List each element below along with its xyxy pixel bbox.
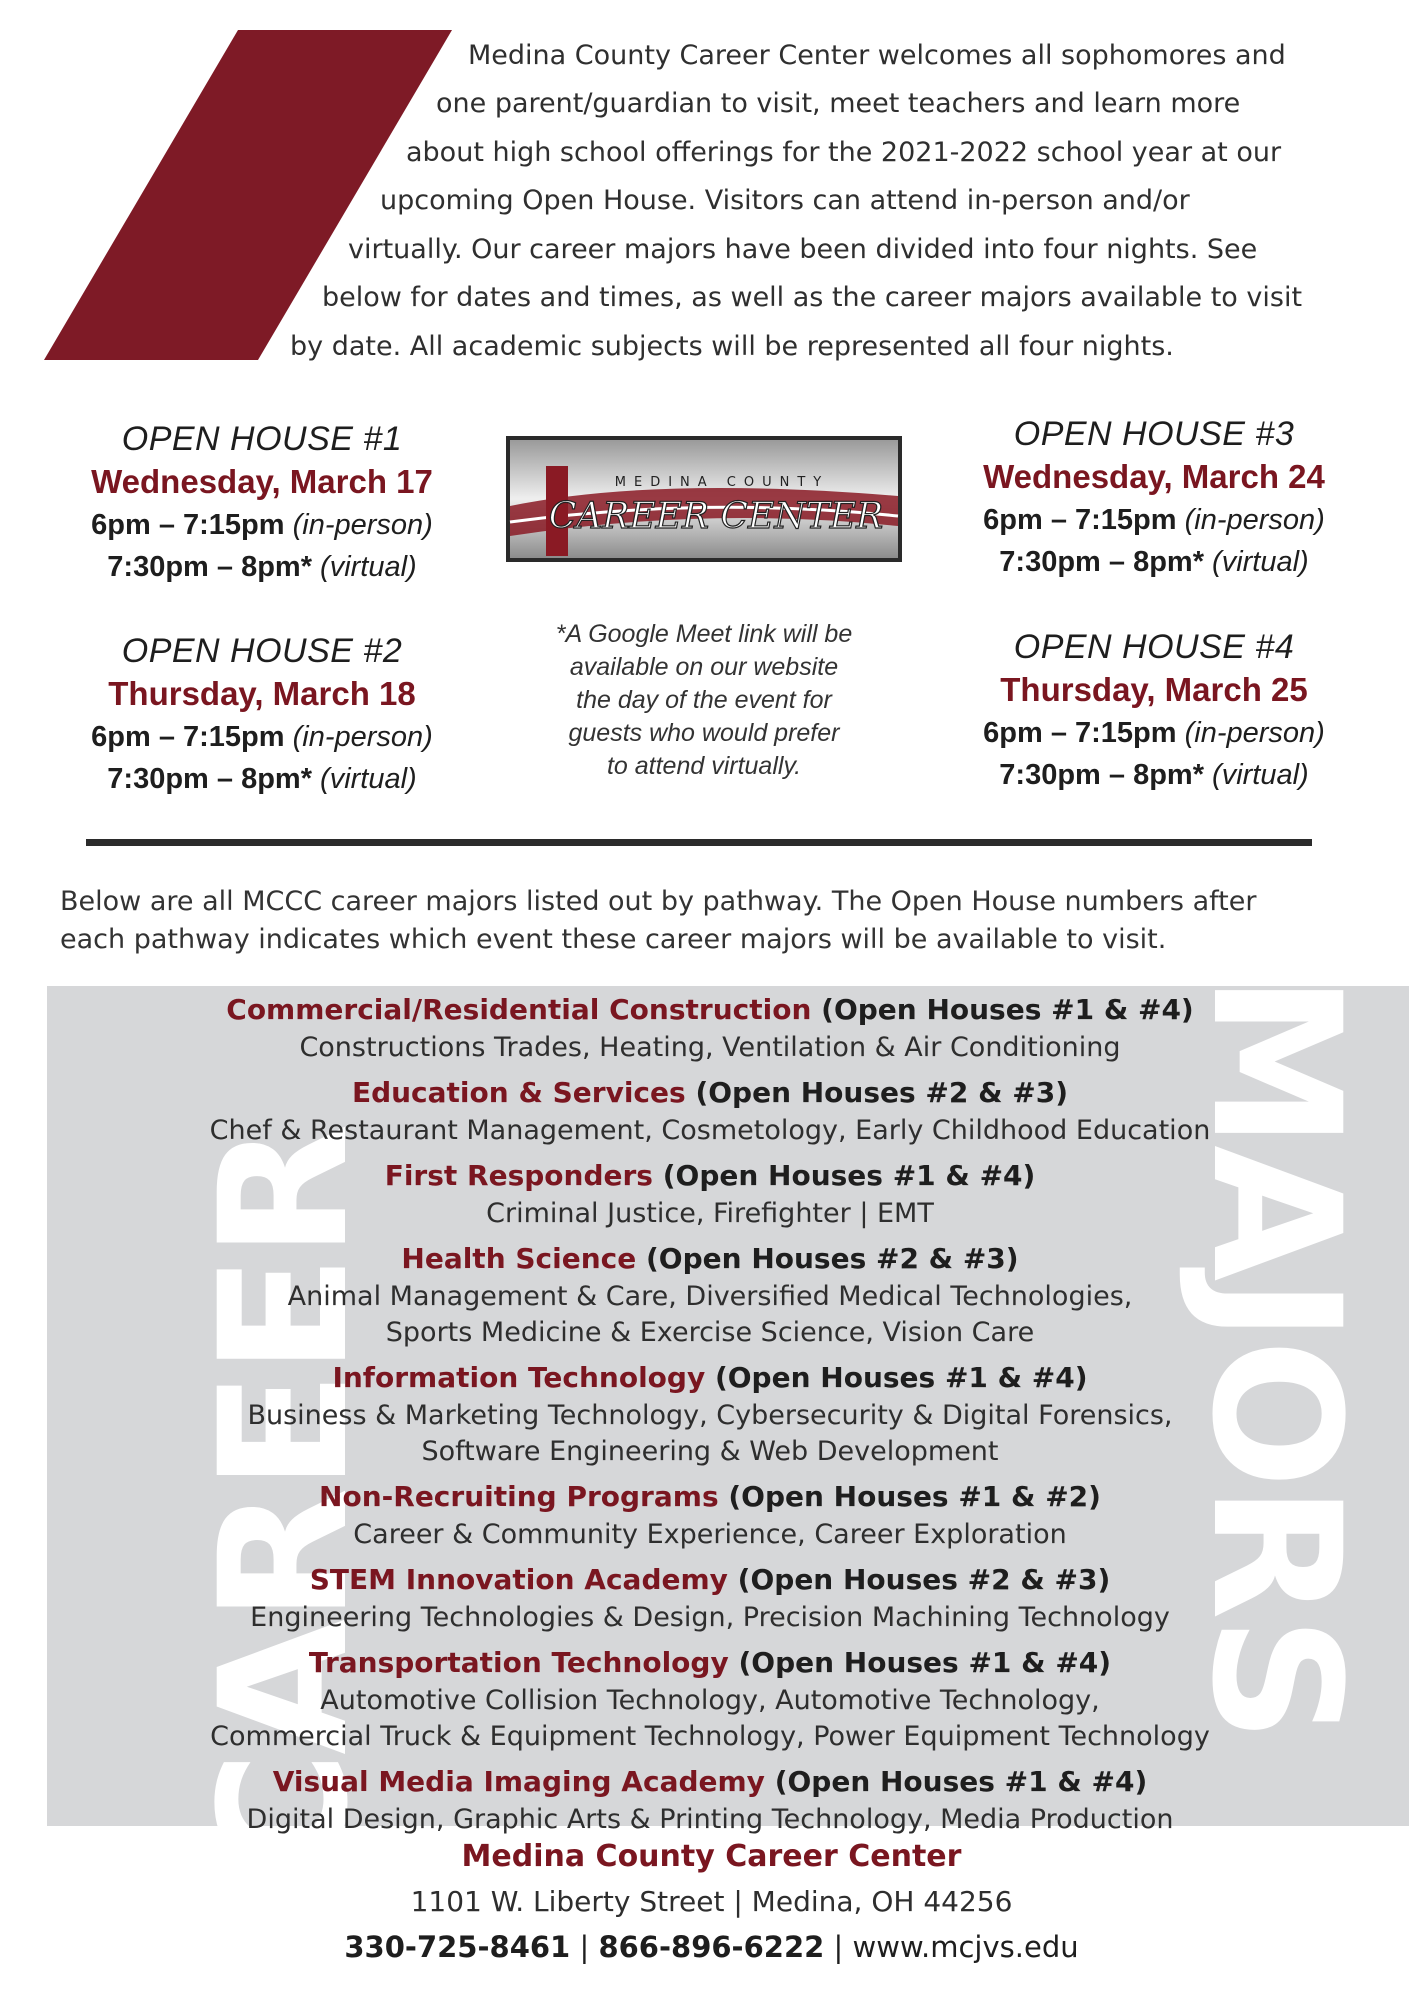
pathway-name: Information Technology — [332, 1361, 706, 1394]
phone-number-tollfree: 866-896-6222 — [598, 1930, 825, 1964]
majors-side-word: MAJORS — [1173, 974, 1378, 1739]
open-house-number: OPEN HOUSE #1 — [121, 420, 403, 458]
open-house-date: Wednesday, March 24 — [983, 458, 1325, 495]
open-house-4 — [944, 626, 1364, 796]
explanation-line: Below are all MCCC career majors listed out by pathway. The Open House numbers after — [60, 886, 1257, 917]
note-line: *A Google Meet link will be — [555, 620, 853, 648]
open-house-time-in-person: 6pm – 7:15pm (in-person) — [983, 504, 1325, 536]
career-side-word: CAREER — [182, 1127, 387, 1880]
note-line: available on our website — [569, 653, 839, 681]
pathway-item — [150, 1477, 1270, 1553]
pathway-item — [150, 1643, 1270, 1755]
intro-line: about high school offerings for the 2021-2022 school year at our — [406, 137, 1282, 168]
open-house-date: Thursday, March 25 — [1000, 671, 1308, 708]
website-link[interactable]: www.mcjvs.edu — [852, 1930, 1079, 1964]
open-house-date: Thursday, March 18 — [108, 675, 416, 712]
open-house-time-virtual: 7:30pm – 8pm* (virtual) — [999, 759, 1309, 791]
pathway-list — [150, 990, 1270, 1845]
pathway-explanation — [60, 883, 1360, 959]
virtual-note — [500, 618, 908, 783]
address: 1101 W. Liberty Street | Medina, OH 44256 — [410, 1885, 1013, 1918]
pathway-open-houses: (Open Houses #1 & #4) — [738, 1646, 1112, 1679]
pathway-open-houses: (Open Houses #1 & #4) — [714, 1361, 1088, 1394]
pathway-item — [150, 1358, 1270, 1470]
pathway-open-houses: (Open Houses #1 & #4) — [662, 1159, 1036, 1192]
pathway-name: Visual Media Imaging Academy — [272, 1765, 765, 1798]
pathway-majors: Career & Community Experience, Career Exploration — [353, 1519, 1067, 1550]
open-house-number: OPEN HOUSE #4 — [1013, 628, 1295, 666]
note-line: to attend virtually. — [606, 752, 802, 780]
pathway-open-houses: (Open Houses #1 & #4) — [774, 1765, 1148, 1798]
pathway-majors: Software Engineering & Web Development — [421, 1436, 999, 1467]
open-house-time-in-person: 6pm – 7:15pm (in-person) — [91, 721, 433, 753]
section-divider — [86, 839, 1312, 846]
logo-top-text: MEDINA COUNTY — [614, 475, 830, 490]
open-house-time-virtual: 7:30pm – 8pm* (virtual) — [107, 763, 417, 795]
open-house-1 — [52, 418, 472, 588]
pathway-item — [150, 1560, 1270, 1636]
pathway-open-houses: (Open Houses #2 & #3) — [695, 1076, 1069, 1109]
intro-line: Medina County Career Center welcomes all sophomores and — [468, 40, 1286, 71]
pathway-open-houses: (Open Houses #2 & #3) — [737, 1563, 1111, 1596]
logo-main-text: CAREER CENTER — [548, 496, 884, 537]
explanation-line: each pathway indicates which event these career majors will be available to visit. — [60, 924, 1167, 955]
open-house-time-in-person: 6pm – 7:15pm (in-person) — [983, 717, 1325, 749]
career-center-logo — [506, 436, 902, 562]
intro-line: by date. All academic subjects will be represented all four nights. — [290, 331, 1174, 362]
pathway-open-houses: (Open Houses #1 & #4) — [821, 993, 1194, 1026]
open-house-3 — [944, 413, 1364, 583]
pathway-majors: Constructions Trades, Heating, Ventilation & Air Conditioning — [299, 1032, 1121, 1063]
pathway-item — [150, 1156, 1270, 1232]
pathway-majors: Commercial Truck & Equipment Technology, Power Equipment Technology — [210, 1721, 1210, 1752]
pathway-majors: Criminal Justice, Firefighter | EMT — [486, 1198, 934, 1229]
open-house-number: OPEN HOUSE #2 — [121, 632, 403, 670]
pathway-name: Commercial/Residential Construction — [226, 993, 812, 1026]
intro-line: below for dates and times, as well as the career majors available to visit — [322, 282, 1303, 313]
pathway-item — [150, 990, 1270, 1066]
note-line: the day of the event for — [576, 686, 832, 714]
open-house-time-in-person: 6pm – 7:15pm (in-person) — [91, 509, 433, 541]
pathway-majors: Business & Marketing Technology, Cybersecurity & Digital Forensics, — [247, 1400, 1173, 1431]
pathway-majors: Sports Medicine & Exercise Science, Vision Care — [385, 1317, 1035, 1348]
pathway-name: Health Science — [401, 1242, 637, 1275]
open-house-time-virtual: 7:30pm – 8pm* (virtual) — [107, 551, 417, 583]
pathway-majors: Automotive Collision Technology, Automotive Technology, — [320, 1685, 1100, 1716]
pathway-name: First Responders — [384, 1159, 653, 1192]
pathway-item — [150, 1073, 1270, 1149]
organization-name: Medina County Career Center — [461, 1839, 962, 1874]
note-line: guests who would prefer — [568, 719, 840, 747]
pathway-majors: Digital Design, Graphic Arts & Printing Technology, Media Production — [246, 1804, 1174, 1835]
pathway-name: Transportation Technology — [308, 1646, 729, 1679]
open-house-date: Wednesday, March 17 — [91, 463, 433, 500]
intro-line: one parent/guardian to visit, meet teachers and learn more — [436, 88, 1241, 119]
open-house-time-virtual: 7:30pm – 8pm* (virtual) — [999, 546, 1309, 578]
contact-line: 330-725-8461 | 866-896-6222 | www.mcjvs.edu — [344, 1930, 1079, 1964]
open-house-number: OPEN HOUSE #3 — [1013, 415, 1295, 453]
pathway-open-houses: (Open Houses #1 & #2) — [728, 1480, 1101, 1513]
pathway-majors: Chef & Restaurant Management, Cosmetology, Early Childhood Education — [209, 1115, 1211, 1146]
pathway-item — [150, 1239, 1270, 1351]
pathway-majors: Engineering Technologies & Design, Precision Machining Technology — [250, 1602, 1170, 1633]
phone-number: 330-725-8461 — [344, 1930, 571, 1964]
open-house-2 — [52, 630, 472, 800]
intro-line: virtually. Our career majors have been divided into four nights. See — [348, 234, 1258, 265]
intro-line: upcoming Open House. Visitors can attend in-person and/or — [380, 185, 1190, 216]
pathway-open-houses: (Open Houses #2 & #3) — [646, 1242, 1019, 1275]
pathway-item — [150, 1762, 1270, 1838]
contact-footer — [0, 1834, 1423, 1970]
pathway-name: Education & Services — [351, 1076, 686, 1109]
pathway-name: STEM Innovation Academy — [309, 1563, 728, 1596]
pathway-name: Non-Recruiting Programs — [319, 1480, 719, 1513]
pathway-majors: Animal Management & Care, Diversified Medical Technologies, — [287, 1281, 1133, 1312]
